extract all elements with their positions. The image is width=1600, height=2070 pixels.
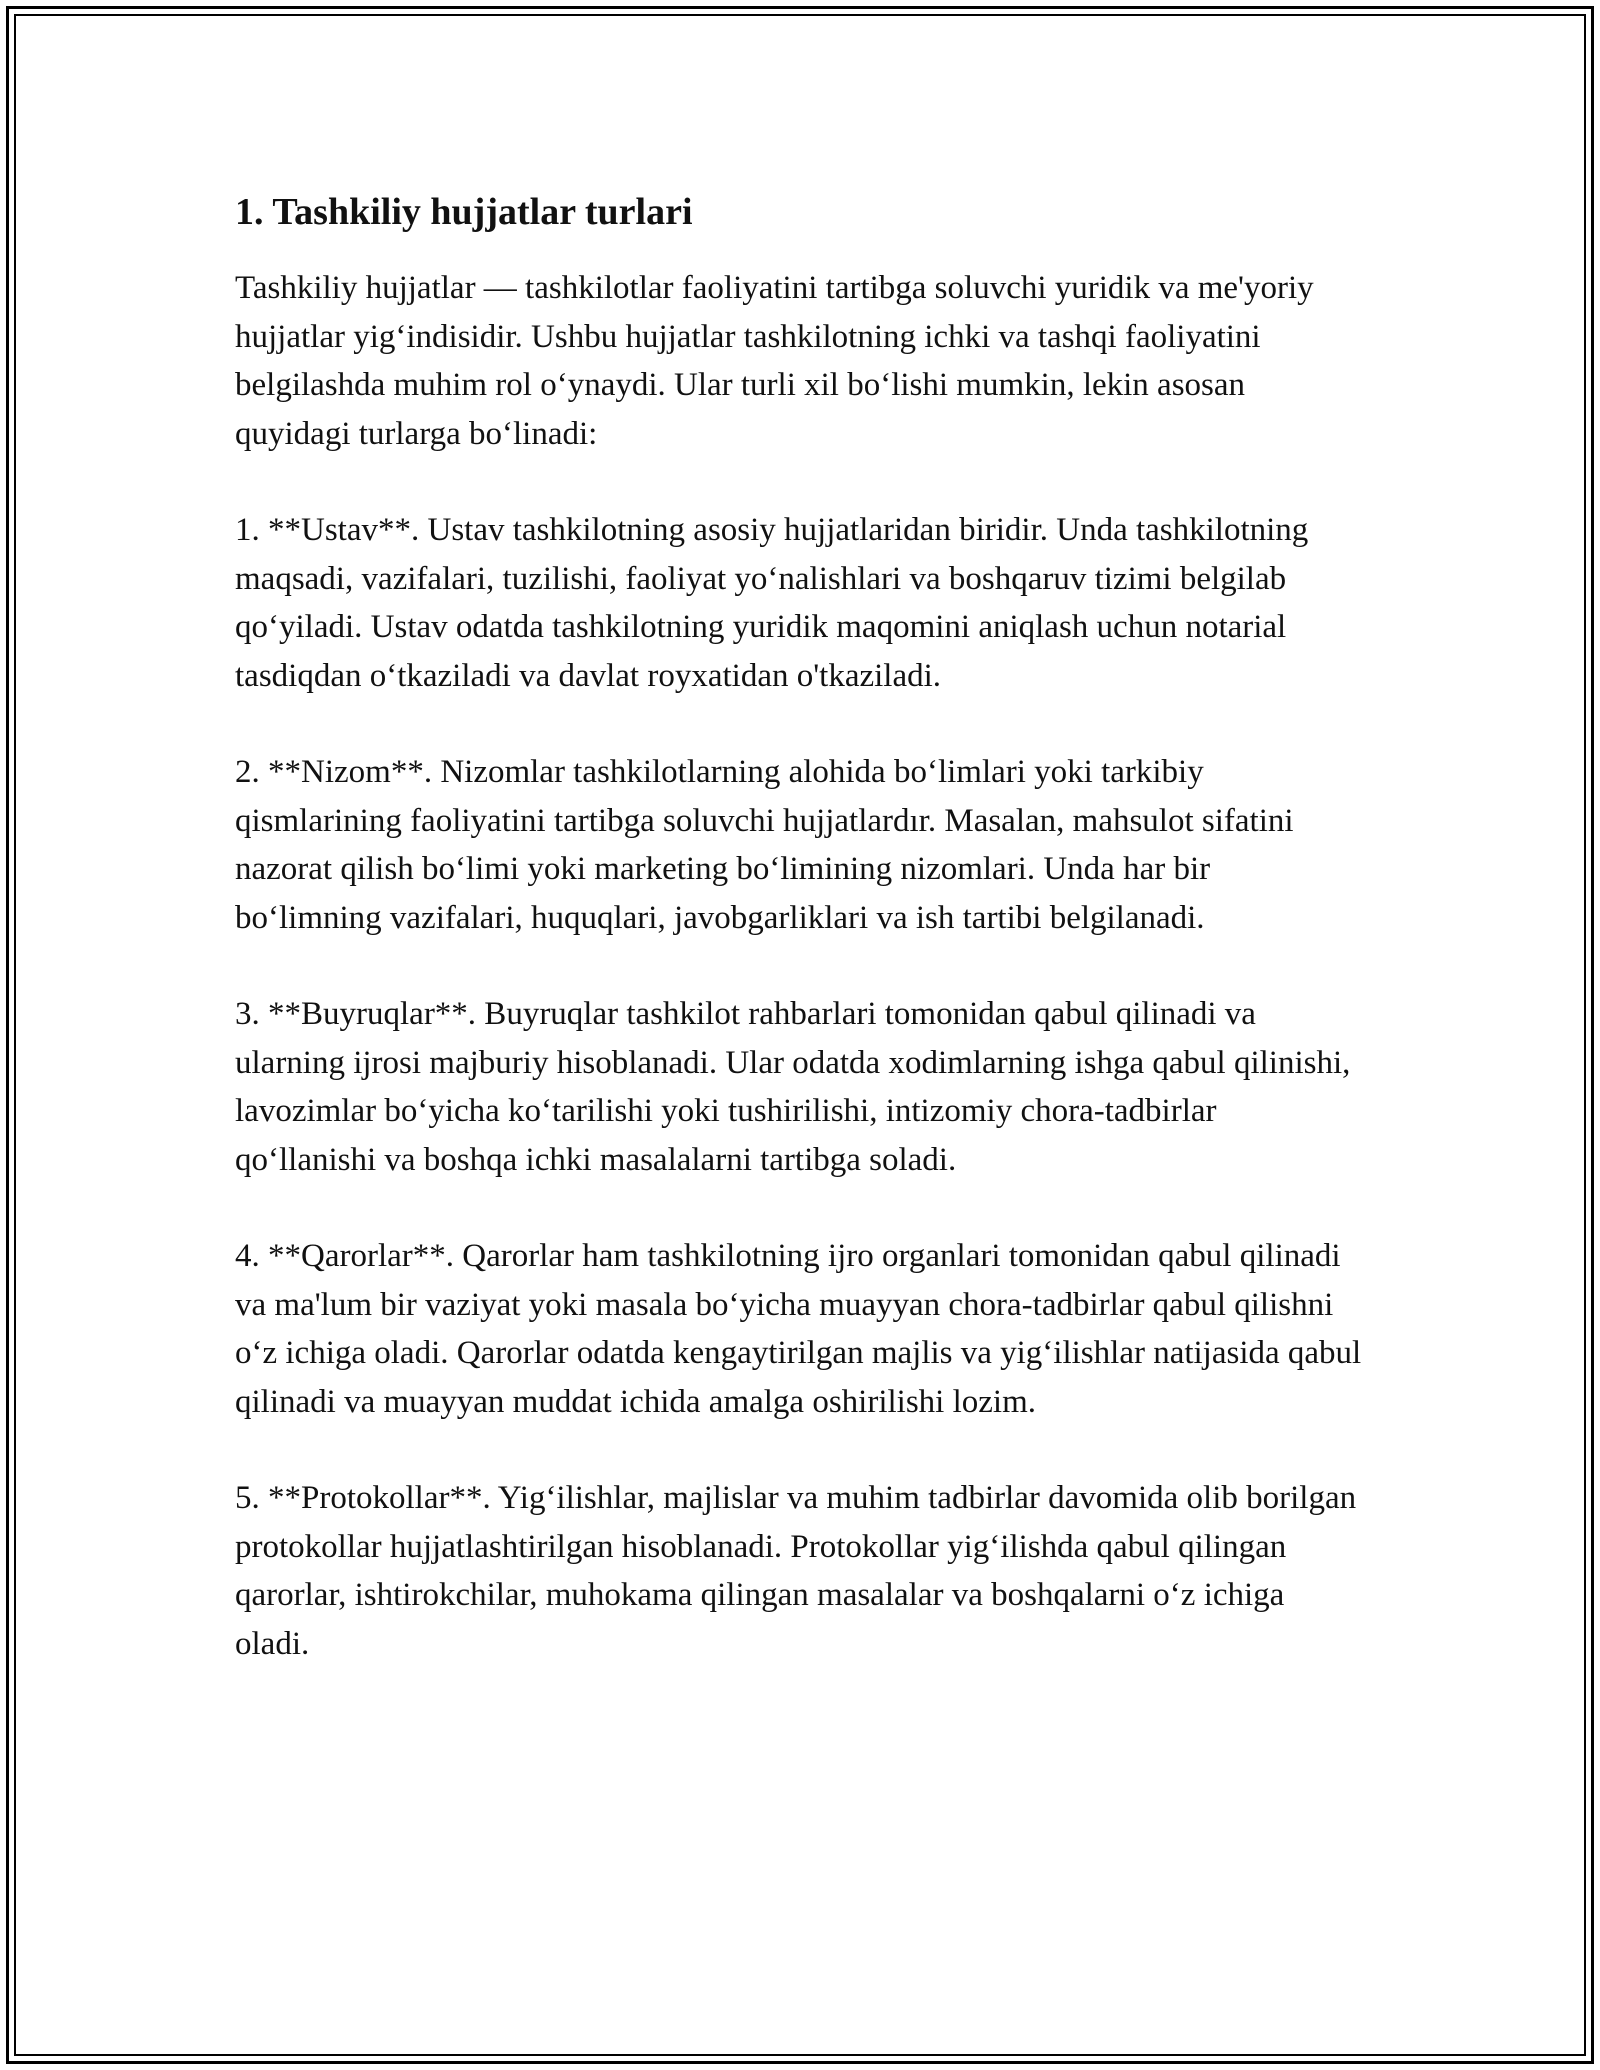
paragraph-ustav: 1. **Ustav**. Ustav tashkilotning asosiy hujjatlaridan biridir. Unda tashkilotning maqsadi, vazifalari, tuzilishi, faoliyat yo‘nalishlari va boshqaruv tizimi belgilab qo‘yiladi. Ustav odatda tashkilotning yuridik maqomini aniqlash uchun notarial tasdiqdan o‘tkaziladi va davlat royxatidan o'tkaziladi. (235, 512, 1309, 694)
paragraph-buyruqlar: 3. **Buyruqlar**. Buyruqlar tashkilot rahbarlari tomonidan qabul qilinadi va ularning ijrosi majburiy hisoblanadi. Ular odatda xodimlarning ishga qabul qilinishi, lavozimlar bo‘yicha ko‘tarilishi yoki tushirilishi, intizomiy chora-tadbirlar qo‘llanishi va boshqa ichki masalalarni tartibga soladi. (235, 996, 1351, 1178)
paragraph-qarorlar: 4. **Qarorlar**. Qarorlar ham tashkilotning ijro organlari tomonidan qabul qilinadi va ma'lum bir vaziyat yoki masala bo‘yicha muayyan chora-tadbirlar qabul qilishni o‘z ichiga oladi. Qarorlar odatda kengaytirilgan majlis va yig‘ilishlar natijasida qabul qilinadi va muayyan muddat ichida amalga oshirilishi lozim. (235, 1238, 1362, 1420)
paragraph-intro: Tashkiliy hujjatlar — tashkilotlar faoliyatini tartibga soluvchi yuridik va me'yoriy hujjatlar yig‘indisidir. Ushbu hujjatlar tashkilotning ichki va tashqi faoliyatini belgilashda muhim rol o‘ynaydi. Ular turli xil bo‘lishi mumkin, lekin asosan quyidagi turlarga bo‘linadi: (235, 270, 1314, 452)
paragraph-nizom: 2. **Nizom**. Nizomlar tashkilotlarning alohida bo‘limlari yoki tarkibiy qismlarining faoliyatini tartibga soluvchi hujjatlardır. Masalan, mahsulot sifatini nazorat qilish bo‘limi yoki marketing bo‘limining nizomlari. Unda har bir bo‘limning vazifalari, huquqlari, javobgarliklari va ish tartibi belgilanadi. (235, 754, 1294, 936)
document-body (235, 186, 1365, 1716)
document-title: 1. Tashkiliy hujjatlar turlari (235, 191, 693, 233)
paragraph-protokollar: 5. **Protokollar**. Yig‘ilishlar, majlislar va muhim tadbirlar davomida olib borilgan protokollar hujjatlashtirilgan hisoblanadi. Protokollar yig‘ilishda qabul qilingan qarorlar, ishtirokchilar, muhokama qilingan masalalar va boshqalarni o‘z ichiga oladi. (235, 1480, 1357, 1662)
